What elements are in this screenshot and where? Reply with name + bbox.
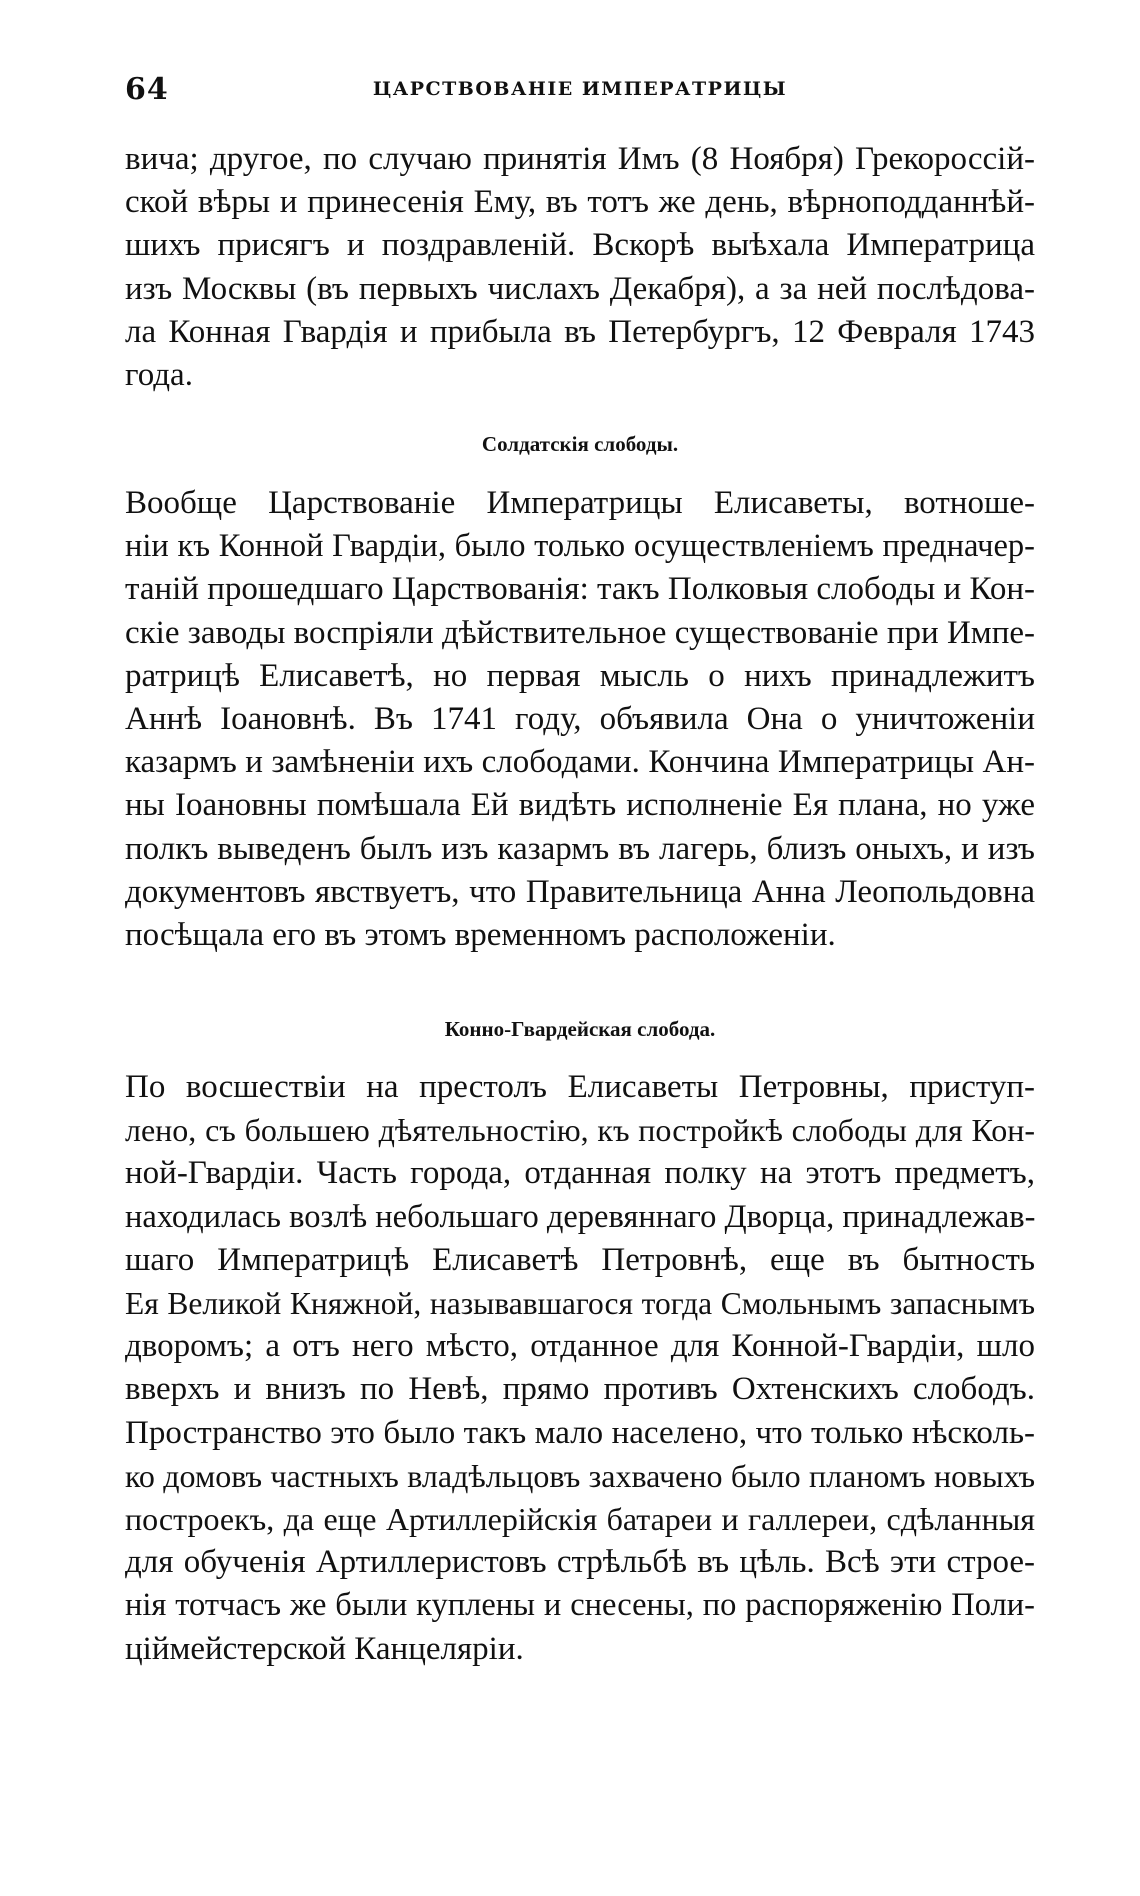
text-line: изъ Москвы (въ первыхъ числахъ Декабря), а за ней послѣдова-	[125, 270, 1035, 307]
paragraph-soldier-settlements	[125, 482, 1035, 957]
text-line: Ея Великой Княжной, называвшагося тогда Смольнымъ запаснымъ	[125, 1286, 1035, 1322]
text-line: дворомъ; а отъ него мѣсто, отданное для Конной-Гвардіи, шло	[125, 1328, 1035, 1365]
text-line: ной-Гвардіи. Часть города, отданная полку на этотъ предметъ,	[125, 1155, 1035, 1192]
text-line: вича; другое, по случаю принятія Имъ (8 Ноября) Грекороссій-	[125, 141, 1035, 177]
text-line: Вообще Царствованіе Императрицы Елисаветы, вотноше-	[125, 485, 1035, 521]
text-line: ратрицѣ Елисаветѣ, но первая мысль о нихъ принадлежитъ	[125, 657, 1035, 694]
paragraph-intro	[125, 138, 1035, 397]
section-heading-horse-guard-settlement: Конно-Гвардейская слобода.	[444, 1017, 716, 1041]
text-line: ны Іоановны помѣшала Ей видѣть исполненіе Ея плана, но уже	[125, 787, 1035, 824]
paragraph-horse-guard-settlement	[125, 1066, 1035, 1671]
text-line: ской вѣры и принесенія Ему, въ тотъ же день, вѣрноподданнѣй-	[125, 184, 1035, 221]
text-line: находилась возлѣ небольшаго деревяннаго Дворца, принадлежав-	[125, 1198, 1036, 1235]
text-line: ла Конная Гвардія и прибыла въ Петербургъ, 12 Февраля 1743	[125, 313, 1035, 350]
text-line: ко домовъ частныхъ владѣльцовъ захвачено было планомъ новыхъ	[125, 1457, 1035, 1494]
text-line: посѣщала его въ этомъ временномъ расположеніи.	[125, 917, 836, 954]
text-line: казармъ и замѣненіи ихъ слободами. Кончина Императрицы Ан-	[125, 744, 1035, 781]
section-heading-soldier-settlements: Солдатскія слободы.	[481, 432, 679, 456]
text-line: скіе заводы воспріяли дѣйствительное существованіе при Импе-	[125, 614, 1035, 651]
text-line: полкъ выведенъ былъ изъ казармъ въ лагерь, близъ оныхъ, и изъ	[125, 830, 1035, 867]
text-line: Пространство это было такъ мало населено, что только нѣсколь-	[125, 1414, 1035, 1451]
text-line: построекъ, да еще Артиллерійскія батареи и галлереи, сдѣланныя	[125, 1501, 1035, 1538]
text-line: шаго Императрицѣ Елисаветѣ Петровнѣ, еще въ бытность	[125, 1241, 1035, 1278]
text-line: нія тотчасъ же были куплены и снесены, по распоряженію Поли-	[125, 1587, 1035, 1624]
text-line: ціймейстерской Канцеляріи.	[125, 1630, 524, 1667]
running-title: ЦАРСТВОВАНІЕ ИМПЕРАТРИЦЫ	[372, 78, 788, 100]
text-line: вверхъ и внизъ по Невѣ, прямо противъ Охтенскихъ слободъ.	[125, 1371, 1035, 1408]
page-number: 64	[125, 72, 169, 107]
text-line: для обученія Артиллеристовъ стрѣльбѣ въ цѣль. Всѣ эти строе-	[125, 1544, 1035, 1581]
page-header	[125, 72, 1035, 112]
text-line: Аннѣ Іоановнѣ. Въ 1741 году, объявила Она о уничтоженіи	[125, 701, 1035, 738]
text-line: шихъ присягъ и поздравленій. Вскорѣ выѣхала Императрица	[125, 227, 1035, 264]
text-line: таній прошедшаго Царствованія: такъ Полковыя слободы и Кон-	[125, 571, 1035, 608]
text-line: документовъ явствуетъ, что Правительница Анна Леопольдовна	[125, 873, 1035, 910]
text-line: ніи къ Конной Гвардіи, было только осуществленіемъ предначер-	[125, 528, 1035, 565]
text-line: лено, съ большею дѣятельностію, къ постройкѣ слободы для Кон-	[125, 1112, 1035, 1149]
text-line: По восшествіи на престолъ Елисаветы Петровны, приступ-	[125, 1069, 1035, 1105]
text-line: года.	[125, 357, 193, 394]
